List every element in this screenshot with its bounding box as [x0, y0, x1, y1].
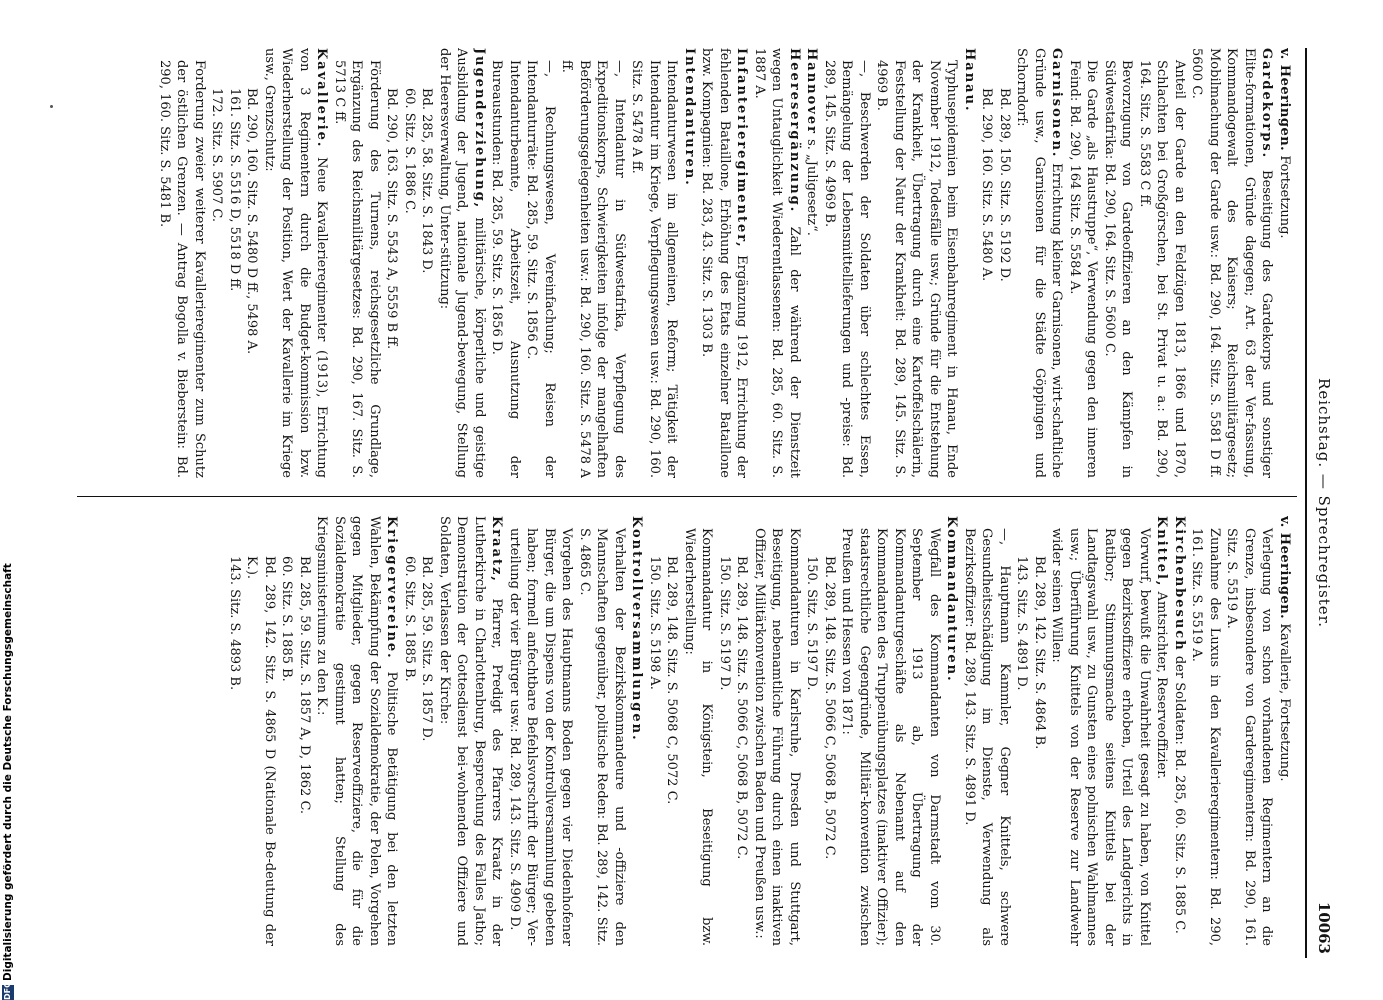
entry-keyword: Kontrollversammlungen. [629, 516, 645, 742]
index-entry [261, 48, 331, 478]
entry-text: militärische, körperliche und geistige Ausbildung der Jugend, nationale Jugend-bewegung, Stellung der Heeresverwaltung, Unter-stützung: [437, 48, 487, 478]
entry-keyword: Kirchenbesuch [1172, 516, 1187, 652]
right-column [81, 516, 1293, 946]
index-entry [698, 48, 751, 478]
page-reference: Bd. 285, 59. Sitz. S. 1857 A, D, 1862 C. [297, 556, 312, 815]
entry-text: s. „Juligesetz“. [804, 139, 820, 236]
entry-text: Amtsrichter, Reserveoffizier. [1154, 591, 1170, 780]
entry-keyword: Gardekorps. [1259, 48, 1275, 160]
entry-text: Errichtung kleiner Garnisonen, wirt-schaftliche Gründe usw., Garnisonen für die Städte Göppingen und Schorndorf: [1014, 48, 1065, 478]
page-reference: Bd. 290, 160. Sitz. S. 5480 D ff., 5498 A. [244, 88, 260, 355]
attribution-text: Digitalisierung gefördert durch die Deutsche Forschungsgemeinschaft [2, 563, 14, 981]
sub-entry: Verhalten der Bezirkskommandeure und -offiziere den Mannschaften gegenüber, politische Reden: Bd. 289, 142. Sitz. S. 4865 C. [577, 528, 627, 946]
sub-entry: Vorwurf, bewußt die Unwahrheit gesagt zu haben, von Knittel gegen Bezirksoffiziere erhoben, Urteil des Landgerichts in Ratibor; Stimmungsmache seitens Knittels bei der Landtagswahl usw., zu Gunsten eines polnischen Wahlmannes usw.; Überführung Knittels von der Reserve zur Landwehr wider seinen Willen: [1049, 528, 1152, 946]
sub-entry: Kommandanturen in Karlsruhe, Dresden und Stuttgart, Beseitigung, nebenamtliche Führung durch einen inaktiven Offizier, Militärkonvention zwischen Baden und Preußen usw.: [752, 528, 802, 946]
speck [50, 105, 53, 108]
page-reference: 161. Sitz. S. 5516 D, 5518 D ff. [227, 88, 242, 292]
page-reference: Bd. 290, 163. Sitz. S. 5543 A, 5559 B ff. [384, 88, 400, 350]
entry-text: Beseitigung des Gardekorps und sonstiger Elite-formationen, Gründe dagegen; Art. 63 der Ver-fassung, Kommandogewalt des Kaisers; Reichsmilitärgesetz; Mobilmachung der Garde usw.: Bd. 290, 164. Sitz. S. 5581 D ff. 5600 C. [1189, 48, 1275, 478]
column-separator [77, 496, 1297, 497]
index-entry [1188, 48, 1276, 478]
page-reference: 150. Sitz. S. 5197 D. [804, 556, 820, 691]
page-reference: Bd. 289, 148. Sitz. S. 5066 C, 5068 B, 5072 C. [822, 556, 837, 860]
index-entry [436, 516, 506, 946]
entry-keyword: Kommandanturen. [944, 516, 960, 683]
sub-entry: Bevorzugung von Gardeoffizieren an den Kämpfen in Südwestafrika: Bd. 290, 164. Sitz. S. 5600 C. [1102, 60, 1135, 478]
entry-text: der Soldaten: Bd. 285, 60. Sitz. S. 1885 C. [1172, 655, 1187, 934]
index-entry [961, 48, 979, 478]
sub-entry: Zunahme des Luxus in den Kavallerieregimentern: Bd. 290, 161. Sitz. S. 5519 A. [1189, 528, 1222, 946]
header-rule [1305, 48, 1307, 958]
index-entry [1013, 48, 1066, 478]
sub-entry: —, Rechnungswesen, Vereinfachung; Reisen der Intendanturräte: Bd. 285, 59. Sitz. S. 1856 C. [524, 60, 557, 478]
entry-text: Ergänzung 1912, Errichtung der fehlenden Bataillone, Erhöhung des Etats einzelner Bataillone bzw. Kompagnien: Bd. 283, 43. Sitz. S. 1303 B. [699, 48, 750, 478]
page-reference: Bd. 290, 160. Sitz. S. 5480 A. [979, 88, 995, 282]
page-reference: Bd. 289, 142. Sitz. S. 4864 B. [1032, 556, 1047, 750]
entry-keyword: Hanau. [962, 48, 977, 113]
page-number: 10063 [1315, 901, 1333, 954]
page-reference: 60. Sitz. S. 1886 C. [402, 88, 417, 214]
page-reference: Bd. 285, 59. Sitz. S. 1857 D. [419, 556, 435, 742]
index-entry [803, 48, 821, 478]
page-reference: 143. Sitz. S. 4891 D. [1014, 556, 1030, 691]
entry-keyword: Kavallerie. [314, 48, 330, 149]
continuation-heading [1276, 516, 1294, 946]
index-entry [313, 516, 401, 946]
left-column [81, 48, 1293, 478]
sub-entry: Förderung des Turnens, reichsgesetzliche Grundlage, Ergänzung des Reichsmilitärgesetzes: Bd. 290, 167. Sitz. S. 5713 C ff. [332, 60, 382, 478]
entry-keyword: Kraatz, [489, 516, 505, 583]
sub-entry: Intendanturwesen im allgemeinen, Reform; Tätigkeit der Intendantur im Kriege, Verpflegungswesen usw.: Bd. 290, 160. Sitz. S. 5478 A ff. [629, 60, 680, 478]
index-entry [1171, 516, 1189, 946]
entry-keyword: Hannover [804, 48, 820, 135]
entry-keyword: Intendanturen. [682, 48, 697, 187]
entry-keyword: Heeresergänzung. [787, 48, 802, 214]
index-entry [436, 48, 489, 478]
continuation-heading [1276, 48, 1294, 478]
index-entry [1153, 516, 1171, 946]
sub-entry: —, Beschwerden der Soldaten über schlechtes Essen, Bemängelung der Lebensmittellieferungen und -preise: Bd. 289, 145. Sitz. S. 4969 B. [822, 60, 872, 478]
sub-entry: Wegfall des Kommandanten von Darmstadt vom 30. September 1913 ab, Übertragung der Kommandanturgeschäfte als Nebenamt auf den Kommandanten des Truppenübungsplatzes (inaktiver Offizier); staatsrechtliche Gegengründe, Militär-konvention zwischen Preußen und Hessen von 1871: [839, 528, 942, 946]
header-title: Reichstag. — Sprechregister. [1315, 378, 1333, 628]
page-reference: 150. Sitz. S. 5197 D. [717, 556, 732, 691]
page-reference: 60. Sitz. S. 1885 B. [402, 556, 417, 682]
page-reference: Bd. 289, 142. Sitz. S. 4865 D (Nationale Be-deutung der K.). [244, 556, 277, 946]
page-header [1307, 48, 1337, 958]
sub-entry: Vorgehen des Hauptmanns Boden gegen vier Diedenhofener Bürger, die um Dispens von der Kontrollversammlung gebeten haben; formell anfechtbare Befehlsvorschrift der Bürger; Ver-urteilung der vier Bürger usw.: Bd. 289, 143. Sitz. S. 4909 D. [507, 528, 575, 946]
page-reference: Bd. 289, 148. Sitz. S. 5066 C, 5068 B, 5072 C. [734, 556, 750, 860]
sub-entry: —, Hauptmann Kammler, Gegner Knittels, schwere Gesundheitsschädigung im Dienste, Verwendung als Bezirksoffizier: Bd. 289, 143. Sitz. S. 4891 D. [962, 528, 1012, 946]
page-reference: 143. Sitz. S. 4893 B. [227, 556, 242, 691]
sub-entry: —, Intendantur in Südwestafrika, Verpflegung des Expeditionskorps, Schwierigkeiten infolge der mangelhaften Beförderungsgelegenheiten usw.: Bd. 290, 160. Sitz. S. 5478 A ff. [559, 60, 627, 478]
entry-keyword: Jugenderziehung, [472, 48, 487, 210]
page-reference: Bd. 289, 148. Sitz. S. 5068 C, 5072 C. [664, 556, 680, 805]
entry-text: Zahl der während der Dienstzeit wegen Untauglichkeit Wiederentlassenen: Bd. 285, 60. Sitz. S. 1887 A. [752, 48, 802, 478]
heading-text: Kavallerie, Fortsetzung. [1277, 623, 1292, 782]
entry-text: Neue Kavallerieregimenter (1913), Errichtung von 3 Regimentern durch die Budget-kommission bzw. Wiederherstellung der Position, Wert der Kavallerie im Kriege usw., Grenzschutz: [262, 48, 330, 478]
sub-entry: Kommandantur in Königstein, Beseitigung bzw. Wiederherstellung: [682, 528, 715, 946]
speaker-name: v. Heeringen. [1277, 48, 1292, 152]
page-reference: Bd. 289, 150. Sitz. S. 5192 D. [997, 88, 1012, 282]
rotated-page [65, 48, 1337, 958]
sub-entry: Intendanturbeamte, Arbeitszeit, Ausnutzung der Bureaustunden: Bd. 285, 59. Sitz. S. 1856 D. [489, 60, 522, 478]
sub-entry: Typhusepidemien beim Eisenbahnregiment in Hanau, Ende November 1912, Todesfälle usw.; Gründe für die Entstehung der Krankheit, Übertragung durch eine Kartoffelschälerin, Feststellung der Natur der Krankheit: Bd. 289, 145. Sitz. S. 4969 B. [874, 60, 960, 478]
index-entry [751, 48, 804, 478]
entry-keyword: Knittel, [1154, 516, 1170, 588]
entry-text: Politische Betätigung bei den letzten Wahlen, Bekämpfung der Sozialdemokratie, der Polen, Vorgehen gegen Mitglieder, gegen Reserveoffiziere, die für die Sozialdemokratie gestimmt hatten; Stellung des Kriegsministeriums zu den K.: [314, 516, 400, 946]
sub-entry: Anteil der Garde an den Feldzügen 1813, 1866 und 1870, Schlachten bei Großgörschen, bei St. Privat u. a.: Bd. 290, 164. Sitz. S. 5583 C ff. [1137, 60, 1187, 478]
entry-keyword: Kriegervereine. [384, 516, 400, 660]
sidebar-attribution [2, 15, 16, 1000]
page-reference: 60. Sitz. S. 1885 B. [279, 556, 295, 682]
speaker-name: v. Heeringen. [1277, 516, 1292, 620]
sub-entry: Verlegung von schon vorhandenen Regimentern an die Grenze, insbesondere von Garderegimentern: Bd. 290, 161. Sitz. S. 5519 A. [1224, 528, 1275, 946]
index-entry [628, 516, 646, 946]
page-reference: 172. Sitz. S. 5907 C. [209, 88, 225, 223]
sub-entry: Forderung zweier weiterer Kavallerieregimenter zum Schutz der östlichen Grenzen. — Antrag Bogolla v. Bieberstein: Bd. 290, 160. Sitz. S. 5481 B. [157, 60, 207, 478]
index-entry [943, 516, 961, 946]
sub-entry: Die Garde „als Haustruppe“, Verwendung gegen den inneren Feind: Bd. 290, 164 Sitz. S. 5584 A. [1067, 60, 1100, 478]
entry-keyword: Infanterieregimenter, [734, 48, 750, 249]
entry-keyword: Garnisonen. [1049, 48, 1065, 159]
page-reference: 150. Sitz. S. 5198 A. [647, 556, 662, 690]
index-entry [681, 48, 699, 478]
heading-text: Fortsetzung. [1277, 155, 1292, 239]
entry-text: Pfarrer, Predigt des Pfarrers Kraatz in der Lutherkirche in Charlottenburg, Besprechung des Falles Jatho; Demonstration der Gottesdienst bei-wohnenden Offiziere und Soldaten, Verlassen der Kirche: [437, 516, 505, 946]
page-reference: Bd. 285, 58. Sitz. S. 1843 D. [419, 88, 435, 274]
dfg-logo: DFG [3, 981, 12, 1000]
